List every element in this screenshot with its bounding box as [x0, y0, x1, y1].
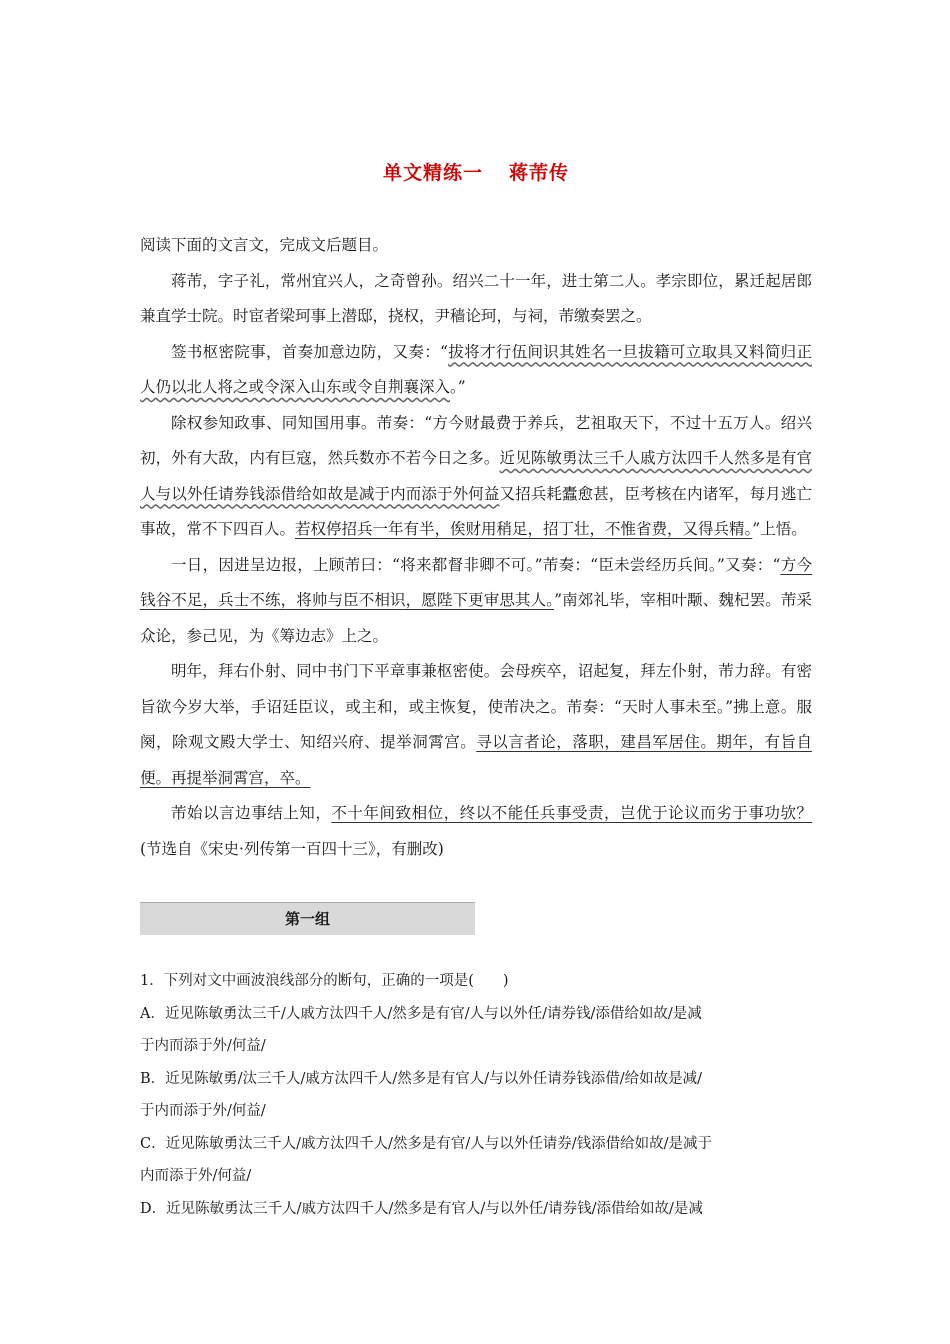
passage — [140, 228, 812, 867]
title-part-2: 蒋芾传 — [509, 162, 570, 184]
question-1: 1．下列对文中画波浪线部分的断句，正确的一项是( ) — [140, 973, 509, 989]
paragraph-2: 签书枢密院事，首奏加意边防，又奏：“拔将才行伍间识其姓名一旦拔籍可立取具又料简归正人仍以北人将之或令深入山东或令自荆襄深入。” — [140, 342, 812, 396]
option-a-cont: 于内而添于外/何益/ — [140, 1038, 266, 1054]
question-section — [140, 965, 812, 1225]
option-c-cont: 内而添于外/何益/ — [140, 1168, 252, 1184]
underlined-sentence: 方今钱谷不足，兵士不练，将帅与臣不相识，愿陛下更审思其人。 — [140, 555, 812, 609]
wavy-underlined-text: 拔将才行伍间识其姓名一旦拔籍可立取具又料简归正人仍以北人将之或令深入山东或令自荆襄深入 — [140, 342, 812, 396]
option-b: B．近见陈敏勇/汰三千人/戚方汰四千人/然多是有官人/与以外任请券钱添借/给如故是减/ — [140, 1070, 702, 1087]
option-c: C．近见陈敏勇汰三千人/戚方汰四千人/然多是有官/人与以外任请券/钱添借给如故/是减于 — [140, 1135, 713, 1152]
option-d: D．近见陈敏勇汰三千人/戚方汰四千人/然多是有官人/与以外任/请券钱/添借给如故/是减 — [140, 1200, 703, 1217]
paragraph-4: 一日，因进呈边报，上顾芾曰：“将来都督非卿不可。”芾奏：“臣未尝经历兵间。”又奏：“方今钱谷不足，兵士不练，将帅与臣不相识，愿陛下更审思其人。”南郊礼毕，宰相叶颙、魏杞罢。芾采众论，参己见，为《筹边志》上之。 — [140, 555, 812, 645]
wavy-underlined-text: 近见陈敏勇汰三千人戚方汰四千人然多是有官人与以外任请券钱添借给如故是减于内而添于外何益 — [140, 449, 812, 503]
option-b-cont: 于内而添于外/何益/ — [140, 1103, 266, 1119]
option-a: A．近见陈敏勇汰三千/人戚方汰四千人/然多是有官/人与以外任/请券钱/添借给如故/是减 — [140, 1005, 702, 1022]
group-header: 第一组 — [140, 902, 475, 935]
paragraph-5: 明年，拜右仆射、同中书门下平章事兼枢密使。会母疾卒，诏起复，拜左仆射，芾力辞。有密旨欲今岁大举，手诏廷臣议，或主和，或主恢复，使芾决之。芾奏：“天时人事未至。”拂上意。服阕，除观文殿大学士、知绍兴府、提举洞霄宫。寻以言者论，落职，建昌军居住。期年，有旨自便。再提举洞霄宫，卒。 — [140, 662, 812, 787]
underlined-sentence: 若权停招兵一年有半，俟财用稍足，招丁壮，不惟省费，又得兵精。 — [295, 520, 753, 538]
page-title — [140, 158, 812, 185]
paragraph-6: 芾始以言边事结上知，不十年间致相位，终以不能任兵事受责，岂优于论议而劣于事功欤？(节选自《宋史·列传第一百四十三》，有删改) — [140, 804, 812, 858]
title-part-1: 单文精练一 — [382, 162, 483, 184]
intro-line: 阅读下面的文言文，完成文后题目。 — [140, 236, 389, 254]
paragraph-3: 除权参知政事、同知国用事。芾奏：“方今财最费于养兵，艺祖取天下，不过十五万人。绍兴初，外有大敌，内有巨寇，然兵数亦不若今日之多。近见陈敏勇汰三千人戚方汰四千人然多是有官人与以外任请券钱添借给如故是减于内而添于外何益又招兵耗蠹愈甚，臣考核在内诸军，每月逃亡事故，常不下四百人。若权停招兵一年有半，俟财用稍足，招丁壮，不惟省费，又得兵精。”上悟。 — [140, 413, 812, 538]
paragraph-1: 蒋芾，字子礼，常州宜兴人，之奇曾孙。绍兴二十一年，进士第二人。孝宗即位，累迁起居郎兼直学士院。时宦者梁珂事上潜邸，挠权，尹穑论珂，与祠，芾缴奏罢之。 — [140, 271, 812, 325]
underlined-sentence: 不十年间致相位，终以不能任兵事受责，岂优于论议而劣于事功欤？ — [331, 804, 812, 822]
underlined-sentence: 寻以言者论，落职，建昌军居住。期年，有旨自便。再提举洞霄宫，卒。 — [140, 733, 812, 787]
